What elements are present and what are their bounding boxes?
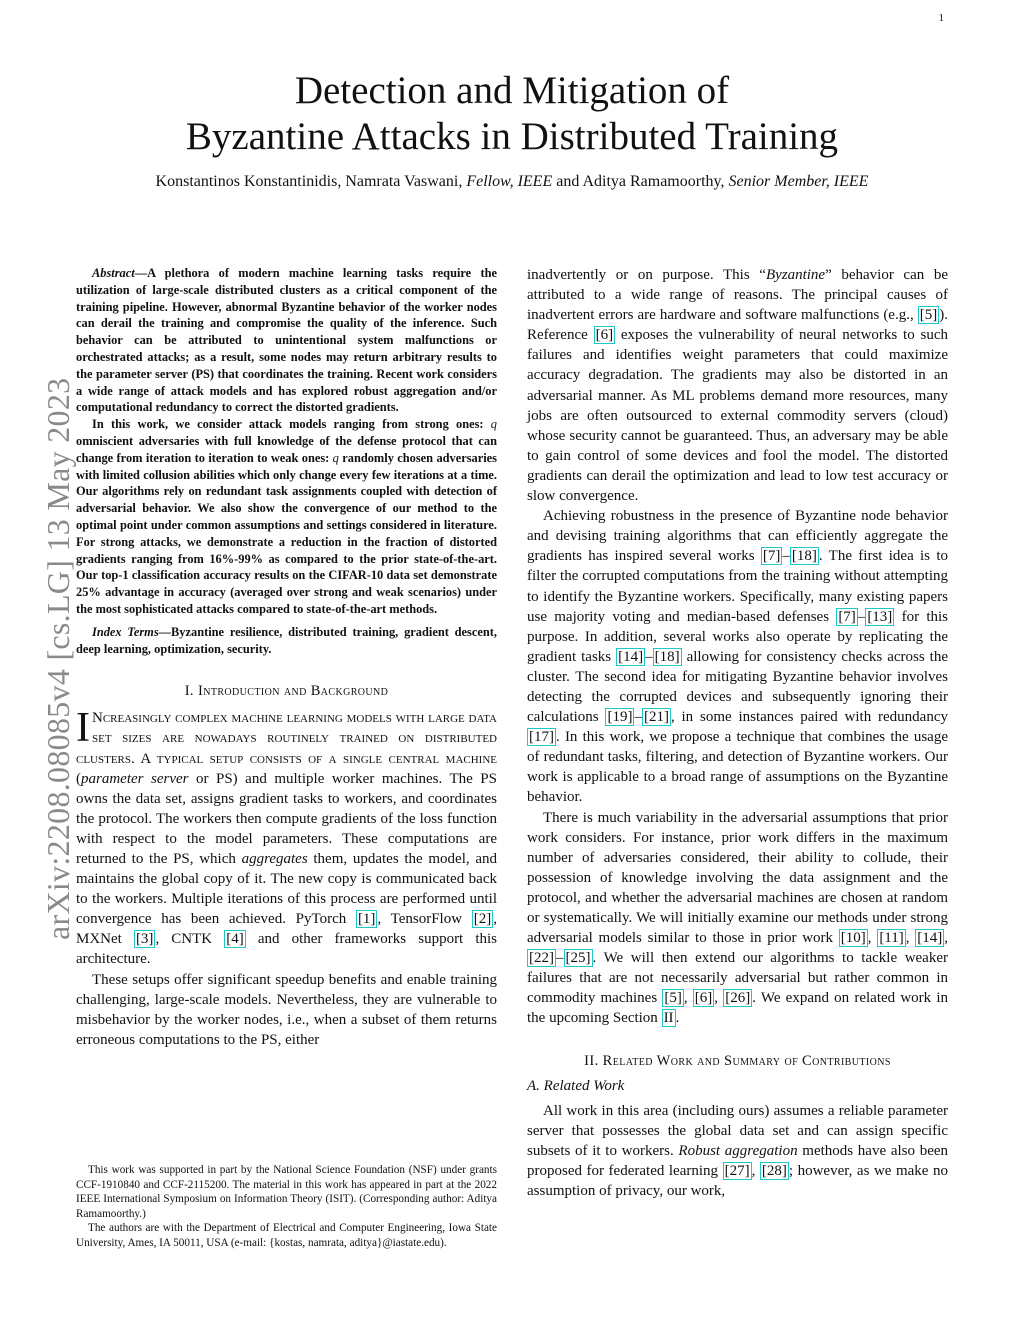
section-1-heading: I. Introduction and Background (184, 683, 389, 700)
abstract-paragraph-2 (76, 416, 497, 618)
abstract-text-1: —A plethora of modern machine learning tasks require the utilization of large-scale distributed clusters as a critical component of the training pipeline. However, abnormal Byzantine behavior of the worker nodes can derail the training and compromise the quality of the inference. Such behavior can be attributed to unintentional system malfunctions or orchestrated attacks; as a result, some nodes may return arbitrary results to the parameter server (PS) that coordinates the training. Recent work considers a wide range of attack models and has explored robust aggregation and/or computational redundancy to correct the distorted gradients. (76, 266, 497, 415)
title-line-1: Detection and Mitigation of (294, 69, 730, 112)
citation-link[interactable]: [18] (791, 548, 817, 565)
citation-link[interactable]: [25] (565, 950, 591, 967)
right-text-1c: ). Reference (527, 307, 948, 344)
citation-link[interactable]: [5] (664, 990, 682, 1007)
intro-text-1g: and other frameworks support this architecture. (76, 931, 497, 968)
right-text-2b: . The first idea is to filter the corrupted computations from the training without attempting to identify the Byzantine workers. Specifically, many existing papers use majority voting and median-based defenses (527, 548, 948, 625)
page-number: 1 (938, 12, 944, 24)
intro-paragraph-2: These setups offer significant speedup benefits and enable training challenging, large-scale models. Nevertheless, they are vulnerable to misbehavior by the worker nodes, i.e., when a subset of them returns erroneous computations to the PS, either (76, 971, 497, 1048)
citation-link[interactable]: [2] (473, 911, 492, 928)
citation-link[interactable]: [19] (607, 709, 633, 726)
separator: , (714, 990, 724, 1007)
citation-link[interactable]: [11] (879, 930, 904, 947)
right-text-2f: . In this work, we propose a technique that combines the usage of redundant tasks, filtering, and detection of Byzantine workers. Our work is applicable to a broad range of assumptions on the Byzantine behavior. (527, 729, 948, 806)
fellow-title: Fellow, IEEE (466, 173, 553, 190)
aggregates-term: aggregates (241, 850, 308, 867)
citation-link[interactable]: [6] (595, 327, 614, 344)
citation-link[interactable]: [28] (761, 1162, 787, 1179)
abstract-text-2a: In this work, we consider attack models ranging from strong ones: (92, 417, 491, 432)
intro-text-1a: Ncreasingly complex machine learning models with large data set sizes are nowadays routinely trained on distributed clusters. A typical setup consists of a single central machine ( (76, 710, 497, 787)
citation-link[interactable]: [21] (643, 709, 669, 726)
citation-link[interactable]: [22] (529, 950, 554, 967)
parameter-server-term: parameter server (81, 770, 189, 787)
right-text-4d: ; however, as we make no assumption of privacy, our work, (527, 1162, 948, 1199)
separator: , (944, 930, 949, 947)
range-dash: – (556, 950, 564, 967)
footnote-funding: This work was supported in part by the National Science Foundation (NSF) under grants CCF-1910840 and CCF-2115200. The material in this work has appeared in part at the 2022 IEEE International Symposium on Information Theory (ISIT). (Corresponding author: Aditya Ramamoorthy.) (76, 1164, 497, 1220)
right-text-4a: All work in this area (including ours) assumes a reliable parameter server that possesses the global data set and can assign specific subsets of it to workers. (527, 1102, 948, 1159)
right-text-4b: methods have also been proposed for federated learning (527, 1142, 949, 1179)
index-terms (76, 624, 497, 658)
right-text-3d: . (675, 1010, 680, 1027)
right-text-3c: . We expand on related work in the upcoming Section (527, 990, 949, 1027)
authors-part-2: and Aditya Ramamoorthy, (552, 173, 729, 190)
citation-link[interactable]: [13] (867, 608, 893, 625)
right-text-2e: , in some instances paired with redundancy (670, 709, 948, 726)
citation-link[interactable]: [6] (694, 990, 713, 1007)
drop-cap: I (76, 705, 90, 752)
abstract-text-2b: omniscient adversaries with full knowledge of the defense protocol that can change from iteration to iteration to weak ones: (76, 433, 497, 465)
citation-link[interactable]: [14] (917, 930, 943, 947)
right-text-1a: inadvertently or on purpose. This “ (527, 267, 766, 283)
citation-link[interactable]: [3] (135, 931, 154, 948)
citation-link[interactable]: [18] (654, 648, 680, 665)
range-dash: – (645, 648, 653, 665)
right-text-2d: allowing for consistency checks across the cluster. The second idea for mitigating Byzantine behavior involves detecting the corrupted devices and subsequently ignoring their calculations (527, 648, 948, 726)
section-link[interactable]: II (663, 1010, 674, 1027)
intro-text-1f: , CNTK (155, 931, 225, 948)
intro-text-1b: or PS) and multiple worker machines. The PS owns the data set, assigns gradient tasks to workers, and coordinates the protocol. The workers then compute gradients of the loss function with respect to the model parameters. These computations are returned to the PS, which (76, 770, 497, 867)
intro-text-1c: them, updates the model, and maintains the global copy of it. The new copy is communicated back to the workers. Multiple iterations of this process are performed until convergence has been achieved. PyTorch (76, 850, 497, 928)
var-q: q (490, 417, 497, 432)
citation-link[interactable]: [5] (919, 307, 938, 324)
index-terms-label: Index Terms (92, 624, 159, 639)
separator: , (905, 930, 916, 947)
robust-aggregation-term: Robust aggregation (678, 1142, 798, 1159)
citation-link[interactable]: [1] (357, 911, 376, 928)
right-text-2a: Achieving robustness in the presence of Byzantine node behavior and devising training algorithms that can efficiently aggregate the gradients has inspired several works (527, 508, 948, 565)
subsection-a-heading: A. Related Work (527, 1077, 625, 1094)
right-paragraph-1 (527, 265, 948, 506)
citation-link[interactable]: [10] (840, 930, 866, 947)
separator: , (751, 1162, 760, 1179)
range-dash: – (782, 548, 790, 565)
index-terms-text: —Byzantine resilience, distributed training, gradient descent, deep learning, optimization, security. (76, 624, 497, 656)
right-paragraph-2 (527, 506, 948, 807)
right-column (527, 265, 948, 1201)
byzantine-term: Byzantine (765, 267, 826, 283)
title-line-2: Byzantine Attacks in Distributed Training (185, 115, 839, 158)
left-column (76, 265, 497, 1050)
abstract-text-2c: randomly chosen adversaries with limited collusion abilities which only change every few iterations at a time. Our algorithms rely on redundant task assignments coupled with detection of adversarial behavior. We also show the convergence of our method to the optimal point under common assumptions and settings considered in literature. For strong attacks, we demonstrate a reduction in the fraction of distorted gradients ranging from 16%-99% as compared to the prior state-of-the-art. Our top-1 classification accuracy results on the CIFAR-10 data set demonstrate 25% advantage in accuracy (averaged over strong and weak scenarios) under the most sophisticated attacks compared to state-of-the-art methods. (76, 450, 497, 616)
right-text-1d: exposes the vulnerability of neural networks to such failures and identifies weight parameters that could maximize accuracy degradation. The gradients may also be distorted in an adversarial manner. As ML problems demand more resources, many jobs are often outsourced to external commodity servers (cloud) whose security cannot be guaranteed. Thus, an adversary may be able to gain control of some devices and fool the model. The distorted gradients can derail the optimization and lead to low test accuracy or slow convergence. (527, 327, 948, 505)
citation-link[interactable]: [7] (838, 608, 856, 625)
intro-text-1e: , MXNet (76, 911, 497, 948)
separator: , (867, 930, 878, 947)
range-dash: – (857, 608, 866, 625)
authors-part-1: Konstantinos Konstantinidis, Namrata Vaswani, (155, 173, 467, 190)
paper-title (0, 68, 1024, 160)
right-paragraph-4 (527, 1101, 948, 1201)
citation-link[interactable]: [27] (724, 1162, 750, 1179)
abstract-label: Abstract (92, 266, 135, 280)
footnote (76, 1163, 497, 1251)
citation-link[interactable]: [7] (762, 548, 781, 565)
citation-link[interactable]: [17] (529, 729, 554, 746)
separator: , (683, 990, 693, 1007)
citation-link[interactable]: [14] (618, 648, 644, 665)
senior-title: Senior Member, IEEE (728, 173, 869, 190)
intro-text-1d: , TensorFlow (377, 911, 472, 928)
range-dash: – (634, 709, 642, 726)
footnote-affiliation: The authors are with the Department of Electrical and Computer Engineering, Iowa State University, Ames, IA 50011, USA (e-mail: {kostas, namrata, aditya}@iastate.edu). (76, 1222, 497, 1249)
right-text-3b: . We will then extend our algorithms to tackle weaker failures that are not necessarily adversarial but rather common in commodity machines (527, 950, 948, 1007)
abstract-paragraph-1 (76, 265, 497, 416)
citation-link[interactable]: [4] (226, 931, 244, 948)
right-text-2c: for this purpose. In addition, several works also operate by replicating the gradient tasks (527, 608, 948, 665)
var-q: q (332, 450, 339, 465)
right-text-3a: There is much variability in the adversarial assumptions that prior work considers. For instance, prior work differs in the maximum number of adversaries considered, their ability to collude, their possession of knowledge involving the data assignment and the protocol, and whether the adversarial machines are chosen at random or systematically. We will initially examine our methods under strong adversarial models similar to those in prior work (527, 809, 948, 947)
citation-link[interactable]: [26] (725, 990, 751, 1007)
section-2-heading: II. Related Work and Summary of Contributions (584, 1052, 891, 1069)
intro-paragraph-1 (76, 705, 497, 969)
right-text-1b: ” behavior can be attributed to a wide range of reasons. The principal causes of inadvertent errors are hardware and software malfunctions (e.g., (527, 267, 949, 324)
right-paragraph-3 (527, 808, 948, 1029)
author-line (0, 173, 1024, 191)
arxiv-identifier: arXiv:2208.08085v4 [cs.LG] 13 May 2023 (40, 377, 76, 940)
